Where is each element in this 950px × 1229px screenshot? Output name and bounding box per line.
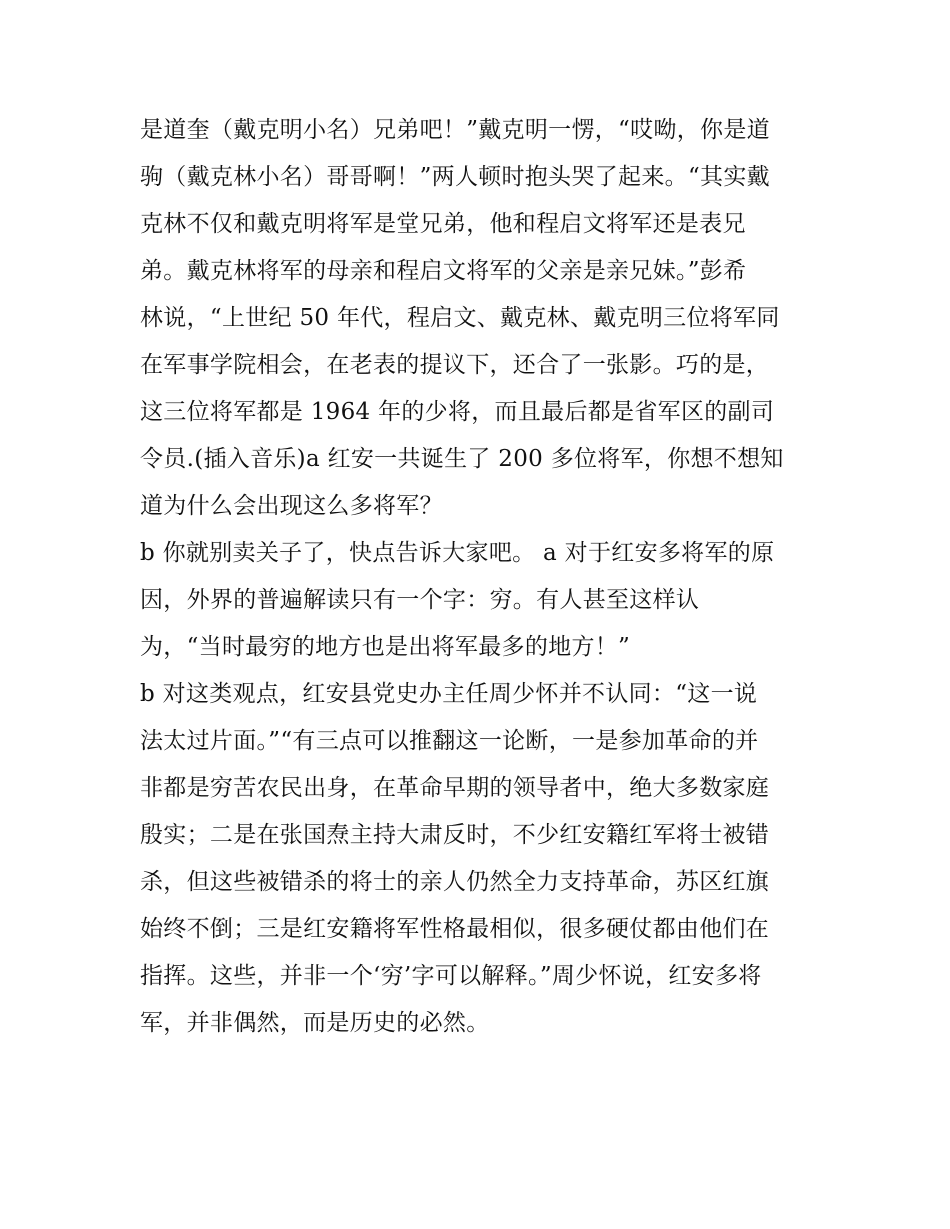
text-line: 殷实；二是在张国焘主持大肃反时，不少红安籍红军将士被错: [140, 822, 770, 848]
text-line: 驹（戴克林小名）哥哥啊！”两人顿时抱头哭了起来。“其实戴: [140, 164, 770, 190]
text-line: 杀，但这些被错杀的将士的亲人仍然全力支持革命，苏区红旗: [140, 869, 770, 895]
text-line: 这三位将军都是 1964 年的少将，而且最后都是省军区的副司: [140, 399, 775, 425]
text-line: 是道奎（戴克明小名）兄弟吧！”戴克明一愣，“哎呦，你是道: [140, 117, 770, 143]
text-line: 林说，“上世纪 50 年代，程启文、戴克林、戴克明三位将军同: [140, 305, 780, 331]
text-line: 克林不仅和戴克明将军是堂兄弟，他和程启文将军还是表兄: [140, 211, 746, 237]
text-line: 军，并非偶然，而是历史的必然。: [140, 1010, 490, 1036]
text-line: 非都是穷苦农民出身，在革命早期的领导者中，绝大多数家庭: [140, 775, 770, 801]
text-line: 在军事学院相会，在老表的提议下，还合了一张影。巧的是，: [140, 352, 770, 378]
body-text: [140, 107, 820, 1047]
text-line: b 对这类观点，红安县党史办主任周少怀并不认同：“这一说: [140, 681, 758, 707]
text-line: 指挥。这些，并非一个‘穷’字可以解释。”周少怀说，红安多将: [140, 963, 762, 989]
text-line: 道为什么会出现这么多将军？: [140, 493, 443, 519]
text-line: 法太过片面。”“有三点可以推翻这一论断，一是参加革命的并: [140, 728, 759, 754]
text-line: 因，外界的普遍解读只有一个字：穷。有人甚至这样认: [140, 587, 700, 613]
text-line: 弟。戴克林将军的母亲和程启文将军的父亲是亲兄妹。”彭希: [140, 258, 747, 284]
text-line: 为，“当时最穷的地方也是出将军最多的地方！”: [140, 634, 631, 660]
text-line: 始终不倒；三是红安籍将军性格最相似，很多硬仗都由他们在: [140, 916, 770, 942]
text-line: 令员.(插入音乐)a 红安一共诞生了 200 多位将军，你想不想知: [140, 446, 784, 472]
text-line: b 你就别卖关子了，快点告诉大家吧。 a 对于红安多将军的原: [140, 540, 775, 566]
